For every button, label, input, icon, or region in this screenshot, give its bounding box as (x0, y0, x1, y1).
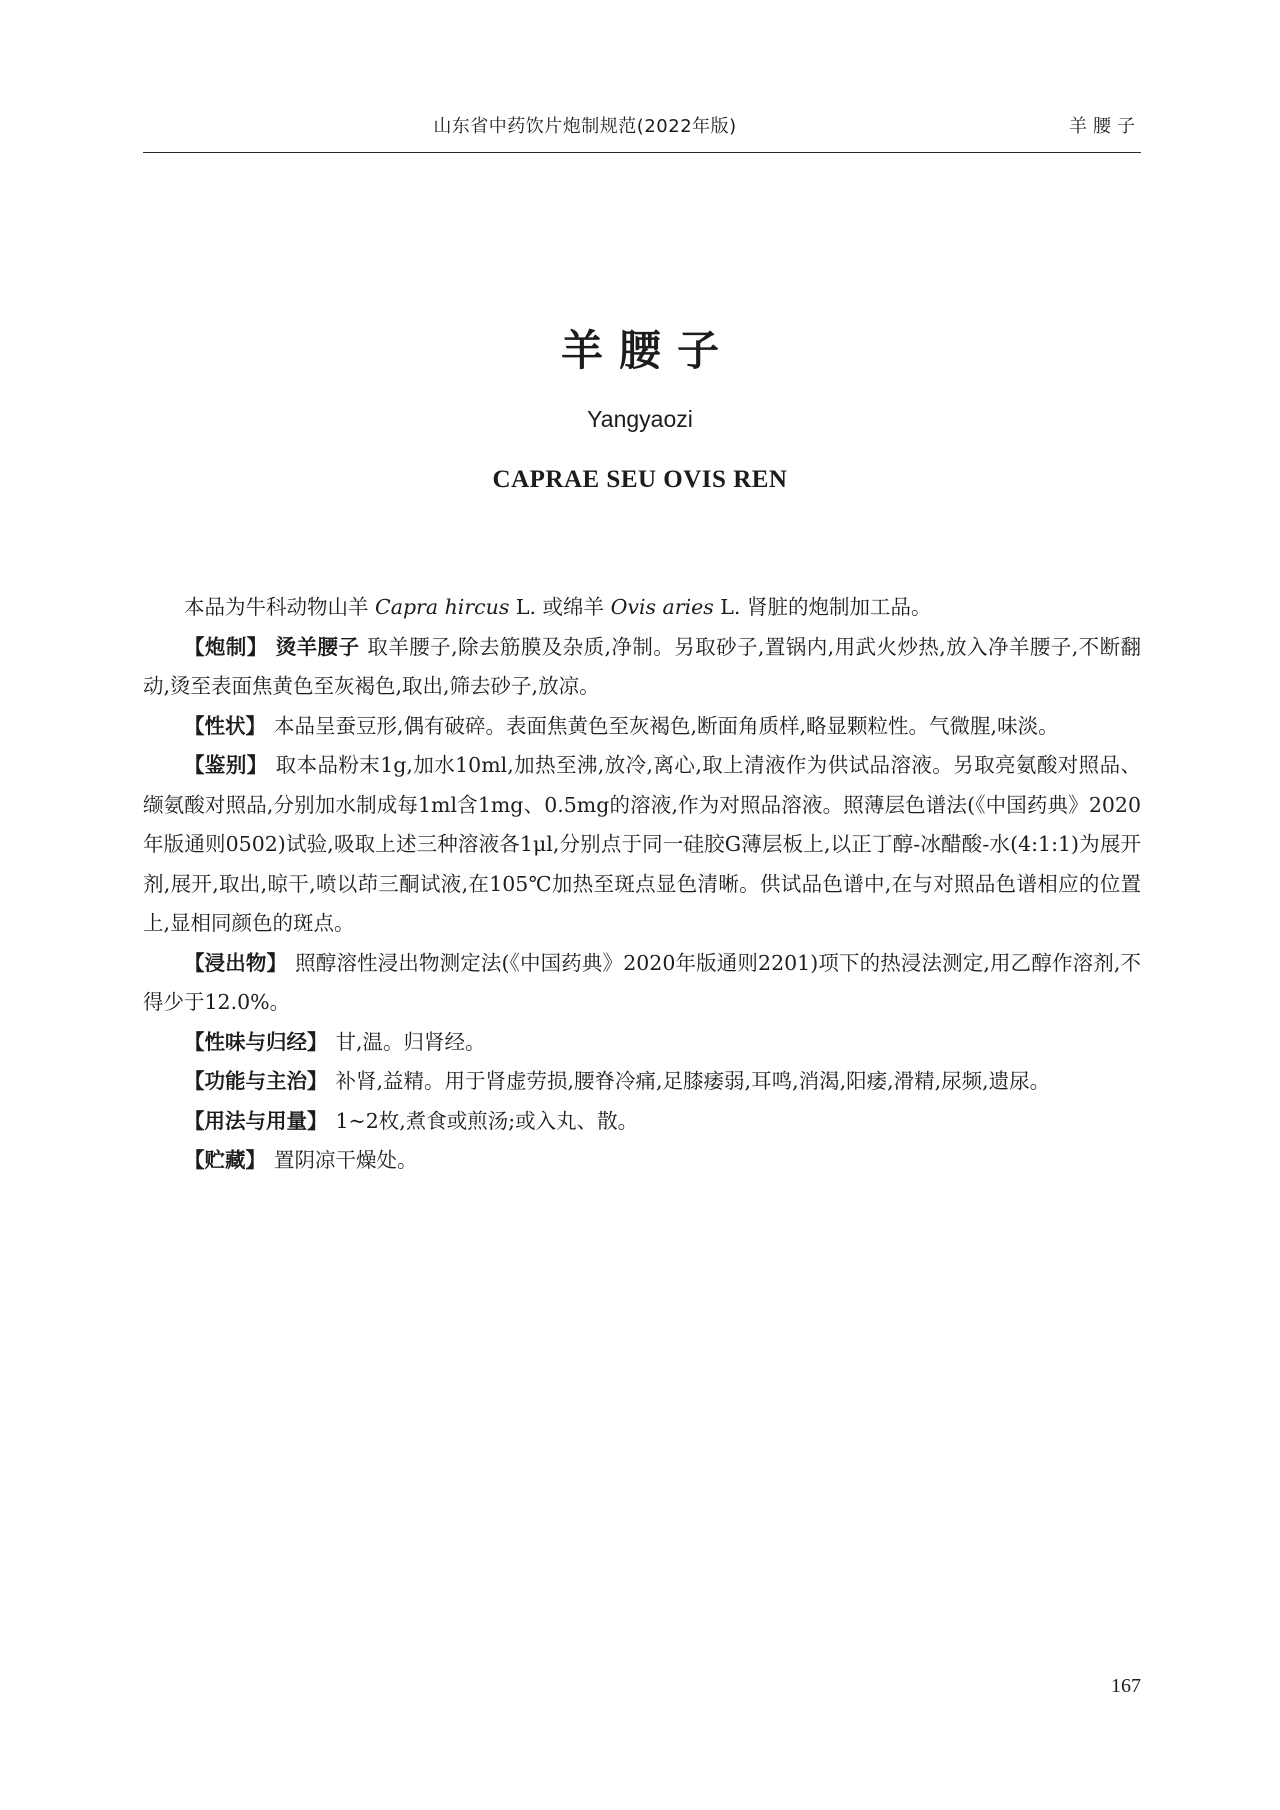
section-text: 补肾,益精。用于肾虚劳损,腰脊冷痛,足膝痿弱,耳鸣,消渴,阳痿,滑精,尿频,遗尿。 (335, 1069, 1051, 1093)
entry-title-pinyin: Yangyaozi (587, 406, 693, 432)
header-entry-name: 羊腰子 (1069, 116, 1141, 137)
entry-title-latin: CAPRAE SEU OVIS REN (492, 466, 788, 493)
section-label: 【鉴别】 (184, 753, 268, 777)
section-text: 甘,温。归肾经。 (335, 1029, 486, 1054)
section-label: 【炮制】 (184, 634, 268, 659)
page-number: 167 (1111, 1675, 1141, 1697)
method-name: 烫羊腰子 (275, 634, 360, 659)
section-label: 【用法与用量】 (184, 1108, 328, 1133)
section-processing (143, 628, 1141, 707)
section-label: 【性状】 (184, 713, 266, 738)
running-header (143, 112, 1141, 142)
header-rule (143, 152, 1141, 153)
species-name-sheep: Ovis aries (610, 595, 714, 619)
section-property-meridian (143, 1023, 1141, 1063)
section-text: 取羊腰子,除去筋膜及杂质,净制。另取砂子,置锅内,用武火炒热,放入净羊腰子,不断翻动,烫至表面焦黄色至灰褐色,取出,筛去砂子,放凉。 (143, 634, 1141, 698)
section-text: 本品呈蚕豆形,偶有破碎。表面焦黄色至灰褐色,断面角质样,略显颗粒性。气微腥,味淡。 (274, 713, 1059, 738)
header-book-title: 山东省中药饮片炮制规范(2022年版) (433, 116, 737, 137)
intro-mid: L. 或绵羊 (509, 595, 611, 619)
section-identification (143, 746, 1141, 944)
intro-pre: 本品为牛科动物山羊 (184, 595, 369, 619)
section-actions-indications (143, 1062, 1141, 1102)
section-text: 照醇溶性浸出物测定法(《中国药典》2020年版通则2201)项下的热浸法测定,用乙醇作溶剂,不得少于12.0%。 (143, 950, 1141, 1014)
intro-paragraph (143, 588, 1141, 628)
section-description (143, 707, 1141, 747)
section-text: 置阴凉干燥处。 (274, 1148, 418, 1172)
section-administration-dosage (143, 1102, 1141, 1142)
section-label: 【贮藏】 (184, 1148, 266, 1172)
section-text: 取本品粉末1g,加水10ml,加热至沸,放冷,离心,取上清液作为供试品溶液。另取亮氨酸对照品、缬氨酸对照品,分别加水制成每1ml含1mg、0.5mg的溶液,作为对照品溶液。照薄层色谱法(《中国药典》2020年版通则0502)试验,吸取上述三种溶液各1μl,分别点于同一硅胶G薄层板上,以正丁醇-冰醋酸-水(4:1:1)为展开剂,展开,取出,晾干,喷以茚三酮试液,在105℃加热至斑点显色清晰。供试品色谱中,在与对照品色谱相应的位置上,显相同颜色的斑点。 (143, 753, 1142, 935)
section-label: 【功能与主治】 (184, 1069, 328, 1093)
section-extractives (143, 944, 1141, 1023)
section-label: 【性味与归经】 (184, 1029, 328, 1054)
entry-title-chinese: 羊腰子 (560, 326, 735, 375)
section-label: 【浸出物】 (184, 950, 288, 975)
species-name-goat: Capra hircus (375, 595, 510, 619)
section-storage (143, 1141, 1141, 1181)
intro-post: L. 肾脏的炮制加工品。 (713, 595, 932, 619)
monograph-body (143, 588, 1141, 1181)
section-text: 1~2枚,煮食或煎汤;或入丸、散。 (335, 1108, 639, 1133)
